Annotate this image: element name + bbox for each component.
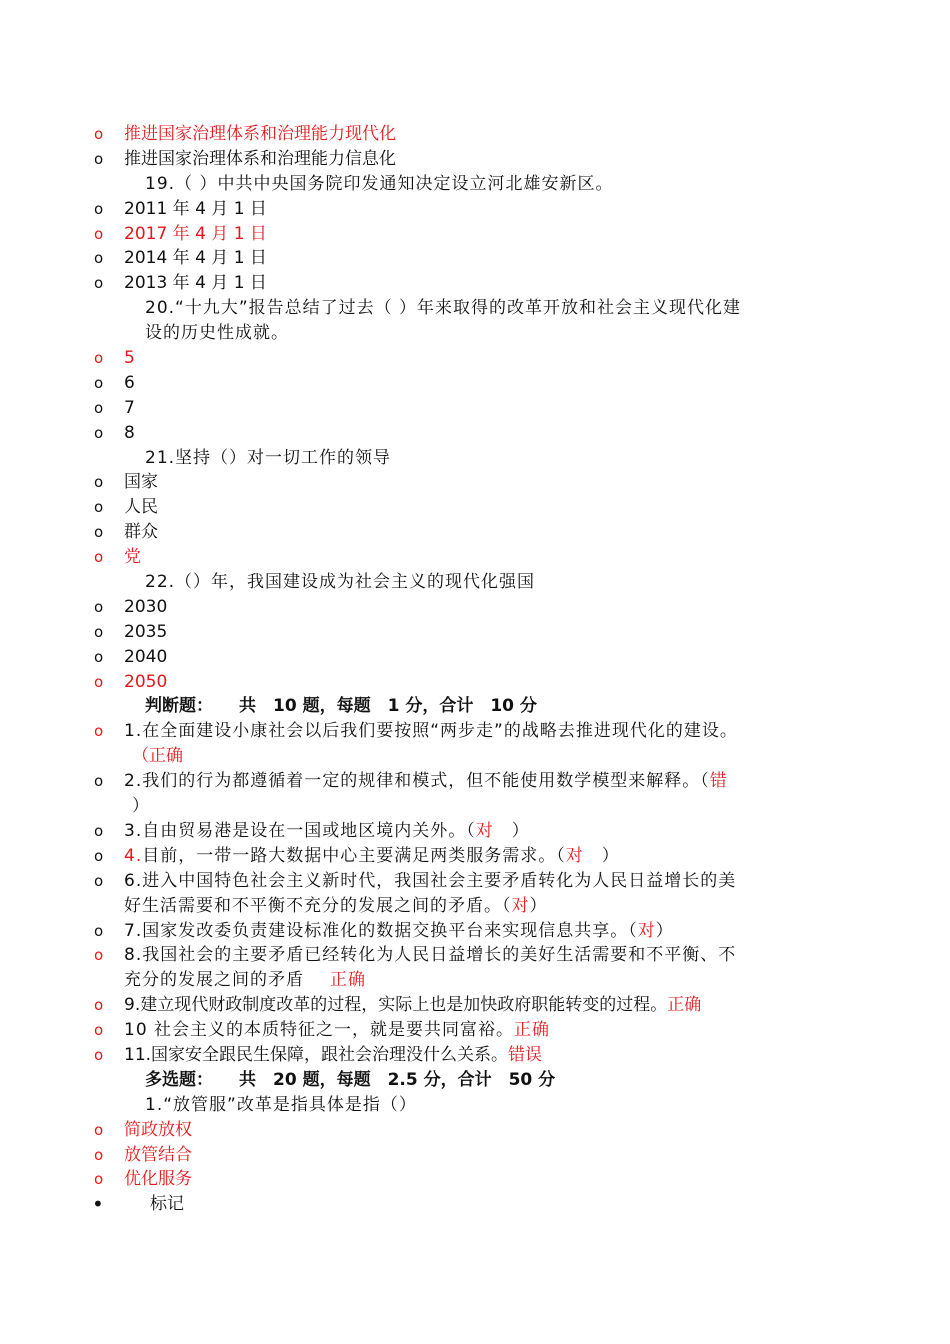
option-bullet: o — [94, 597, 104, 616]
list-item — [0, 346, 950, 371]
section-label: 多选题： — [145, 1069, 213, 1090]
section-title — [145, 694, 537, 719]
option-bullet: o — [94, 996, 104, 1015]
judge-text — [124, 919, 674, 944]
option-bullet: o — [94, 1045, 104, 1064]
judge-text — [124, 844, 620, 869]
option-text: 推进国家治理体系和治理能力现代化 — [124, 124, 396, 144]
option-text: 放管结合 — [124, 1144, 192, 1165]
option-bullet: o — [94, 498, 104, 517]
judge-text-body: 3.自由贸易港是设在一国或地区境内关外。（ — [124, 820, 476, 841]
list-item — [0, 371, 950, 396]
list-item — [0, 470, 950, 495]
judge-item-7 — [0, 919, 950, 944]
judge-item-1 — [0, 719, 950, 744]
option-text: 人民 — [124, 497, 158, 518]
option-bullet: o — [94, 224, 104, 243]
option-bullet: o — [94, 1021, 104, 1040]
judge-close: ） — [655, 920, 674, 941]
option-bullet: o — [94, 548, 104, 567]
list-item — [0, 670, 950, 695]
option-text: 2035 — [124, 621, 168, 642]
judge-close: ） — [511, 820, 530, 841]
option-bullet: o — [94, 821, 104, 840]
judge-item-1-cont — [0, 744, 950, 769]
option-bullet: o — [94, 622, 104, 641]
judge-text — [124, 993, 701, 1018]
judge-item-6 — [0, 869, 950, 894]
judge-close: ） — [529, 895, 548, 916]
option-bullet: o — [94, 946, 104, 965]
mark-label[interactable]: 标记 — [150, 1194, 184, 1215]
judge-answer: 正确 — [514, 1020, 551, 1041]
option-bullet: o — [94, 349, 104, 368]
judge-close: ） — [601, 845, 620, 866]
list-item — [0, 595, 950, 620]
judge-text — [124, 894, 548, 919]
option-text: 2013 年 4 月 1 日 — [124, 273, 267, 294]
option-bullet: o — [94, 871, 104, 890]
judge-answer: 对 — [565, 845, 584, 866]
judge-text: 6.进入中国特色社会主义新时代，我国社会主要矛盾转化为人民日益增长的美 — [124, 870, 737, 891]
section-header-judge — [0, 694, 950, 719]
judge-number: 4. — [124, 845, 143, 866]
judge-item-9 — [0, 993, 950, 1018]
exam-page — [0, 122, 950, 1217]
option-text: 党 — [124, 547, 141, 568]
list-item — [0, 421, 950, 446]
section-total: 共 20 题，每题 2.5 分，合计 50 分 — [239, 1069, 556, 1090]
question-text: 19.（ ）中共中央国务院印发通知决定设立河北雄安新区。 — [145, 173, 614, 194]
judge-answer: 正确 — [330, 970, 366, 991]
judge-answer: 对 — [511, 895, 530, 916]
option-bullet: o — [94, 1120, 104, 1139]
list-item — [0, 1167, 950, 1192]
list-item — [0, 271, 950, 296]
multi-question-1 — [0, 1093, 950, 1118]
option-bullet: o — [94, 1170, 104, 1189]
judge-item-8-cont — [0, 968, 950, 993]
judge-item-8 — [0, 943, 950, 968]
section-total: 共 10 题，每题 1 分，合计 10 分 — [239, 696, 537, 717]
judge-item-2 — [0, 769, 950, 794]
option-bullet: o — [94, 772, 104, 791]
list-item — [0, 222, 950, 247]
judge-text-body: 10 社会主义的本质特征之一，就是要共同富裕。 — [124, 1020, 515, 1041]
option-text: 群众 — [124, 522, 158, 543]
option-bullet: o — [94, 1145, 104, 1164]
question-20-cont — [0, 321, 950, 346]
option-text: 简政放权 — [124, 1119, 192, 1140]
option-text: 2050 — [124, 671, 168, 692]
option-text: 2014 年 4 月 1 日 — [124, 248, 267, 269]
judge-text — [124, 1043, 542, 1068]
option-text: 7 — [124, 397, 135, 418]
question-text: 21.坚持（）对一切工作的领导 — [145, 447, 392, 468]
section-header-multi — [0, 1068, 950, 1093]
option-bullet: o — [94, 373, 104, 392]
list-item — [0, 495, 950, 520]
option-text: 2030 — [124, 596, 168, 617]
judge-text-body: 目前，一带一路大数据中心主要满足两类服务需求。（ — [142, 845, 566, 866]
question-text: 1.“放管服”改革是指具体是指（） — [145, 1094, 417, 1115]
judge-text — [124, 1018, 550, 1043]
judge-text-body: 好生活需要和不平衡不充分的发展之间的矛盾。（ — [124, 895, 512, 916]
judge-close: ） — [132, 796, 149, 817]
option-bullet: o — [94, 647, 104, 666]
option-bullet: o — [94, 846, 104, 865]
option-text: 2040 — [124, 646, 168, 667]
option-bullet: o — [94, 672, 104, 691]
judge-text-body: 充分的发展之间的矛盾 — [124, 970, 304, 991]
option-bullet: o — [94, 199, 104, 218]
option-bullet: o — [94, 523, 104, 542]
section-label: 判断题： — [145, 696, 213, 717]
list-item — [0, 1143, 950, 1168]
list-item — [0, 122, 950, 147]
question-21 — [0, 446, 950, 471]
judge-text-body: 9.建立现代财政制度改革的过程，实际上也是加快政府职能转变的过程。 — [124, 995, 668, 1016]
question-text: 设的历史性成就。 — [145, 323, 289, 344]
option-text: 5 — [124, 348, 135, 369]
option-bullet: o — [94, 249, 104, 268]
list-item — [0, 620, 950, 645]
judge-item-3 — [0, 819, 950, 844]
option-bullet: o — [94, 921, 104, 940]
question-text: 20.“十九大”报告总结了过去（ ）年来取得的改革开放和社会主义现代化建 — [145, 298, 742, 319]
judge-answer: 错 — [709, 771, 728, 792]
mark-row — [0, 1192, 950, 1217]
question-text: 22.（）年，我国建设成为社会主义的现代化强国 — [145, 572, 536, 593]
option-bullet: o — [94, 125, 104, 143]
list-item — [0, 645, 950, 670]
option-bullet: o — [94, 149, 104, 168]
list-item — [0, 545, 950, 570]
list-item — [0, 1118, 950, 1143]
judge-text-body: 11.国家安全跟民生保障，跟社会治理没什么关系。 — [124, 1044, 509, 1065]
judge-answer: 错误 — [508, 1044, 543, 1065]
list-item — [0, 147, 950, 172]
judge-text — [124, 968, 366, 993]
judge-answer: （正确 — [132, 746, 183, 767]
judge-text: 8.我国社会的主要矛盾已经转化为人民日益增长的美好生活需要和不平衡、不 — [124, 945, 737, 966]
option-bullet: o — [94, 398, 104, 417]
option-text: 2011 年 4 月 1 日 — [124, 198, 267, 219]
option-text: 推进国家治理体系和治理能力信息化 — [124, 148, 396, 169]
option-bullet: o — [94, 473, 104, 492]
judge-item-11 — [0, 1043, 950, 1068]
question-20 — [0, 296, 950, 321]
option-text: 优化服务 — [124, 1169, 192, 1190]
judge-answer: 正确 — [667, 995, 702, 1016]
option-text: 2017 年 4 月 1 日 — [124, 223, 267, 244]
judge-answer: 对 — [475, 820, 494, 841]
judge-answer: 对 — [637, 920, 656, 941]
question-19 — [0, 172, 950, 197]
list-item — [0, 197, 950, 222]
option-bullet: o — [94, 722, 104, 741]
judge-item-2-cont — [0, 794, 950, 819]
option-text: 国家 — [124, 472, 158, 493]
option-bullet: o — [94, 423, 104, 442]
question-22 — [0, 570, 950, 595]
judge-text-body: 7.国家发改委负责建设标准化的数据交换平台来实现信息共享。（ — [124, 920, 638, 941]
judge-item-10 — [0, 1018, 950, 1043]
list-item — [0, 396, 950, 421]
list-item — [0, 246, 950, 271]
judge-item-6-cont — [0, 894, 950, 919]
judge-item-4 — [0, 844, 950, 869]
judge-text: 1.在全面建设小康社会以后我们要按照“两步走”的战略去推进现代化的建设。 — [124, 721, 738, 742]
bullet-dot: • — [92, 1192, 104, 1217]
list-item — [0, 520, 950, 545]
judge-text — [124, 769, 728, 794]
option-text: 6 — [124, 372, 135, 393]
option-text: 8 — [124, 422, 135, 443]
judge-text-body: 2.我们的行为都遵循着一定的规律和模式，但不能使用数学模型来解释。（ — [124, 771, 710, 792]
section-title — [145, 1068, 555, 1093]
judge-text — [124, 819, 530, 844]
option-bullet: o — [94, 274, 104, 293]
